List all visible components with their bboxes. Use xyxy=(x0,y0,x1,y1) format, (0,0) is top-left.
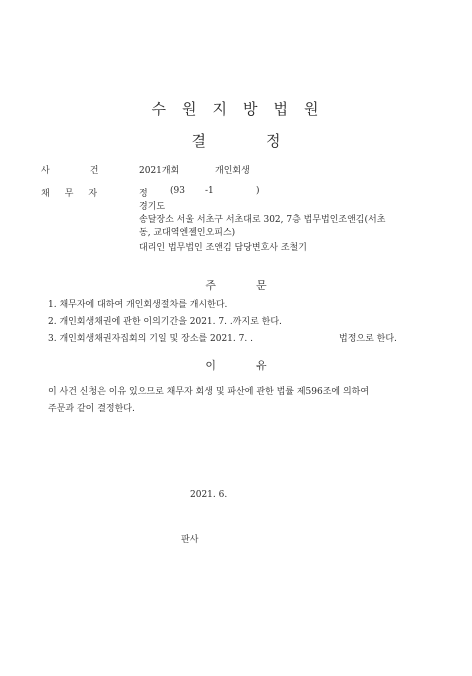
case-label: 사 건 xyxy=(41,166,99,176)
document-title: 결 정 xyxy=(191,132,281,150)
order-item: 3. 개인회생채권자집회의 기일 및 장소를 2021. 7. . xyxy=(48,334,253,344)
reason-line: 주문과 같이 결정한다. xyxy=(48,404,135,414)
case-name: 개인회생 xyxy=(215,166,250,176)
debtor-birth-mid: -1 xyxy=(205,186,214,196)
service-address-line1: 송달장소 서울 서초구 서초대로 302, 7층 법무법인조앤김(서초 xyxy=(139,215,386,225)
debtor-label: 채 무 자 xyxy=(41,189,98,199)
order-heading: 주 문 xyxy=(205,279,267,292)
reason-heading: 이 유 xyxy=(205,359,267,372)
attorney-line: 대리인 법무법인 조앤김 담당변호사 조철기 xyxy=(139,243,307,253)
order-item-tail: 법정으로 한다. xyxy=(339,334,397,344)
debtor-region: 경기도 xyxy=(139,202,166,212)
case-number: 2021개회 xyxy=(139,166,180,176)
reason-line: 이 사건 신청은 이유 있으므로 채무자 회생 및 파산에 관한 법률 제596조에 의하여 xyxy=(48,387,370,397)
debtor-birth-close: ) xyxy=(256,186,260,196)
order-item: 1. 채무자에 대하여 개인회생절차를 개시한다. xyxy=(48,300,228,310)
judge-label: 판사 xyxy=(181,535,199,545)
debtor-birth-open: (93 xyxy=(170,186,185,196)
order-item: 2. 개인회생채권에 관한 이의기간을 2021. 7. .까지로 한다. xyxy=(48,317,282,327)
service-address-line2: 동, 교대역엔젤인오피스) xyxy=(139,228,236,238)
court-name: 수 원 지 방 법 원 xyxy=(151,100,321,118)
debtor-name: 정 xyxy=(139,189,148,199)
decision-date: 2021. 6. xyxy=(190,490,228,500)
